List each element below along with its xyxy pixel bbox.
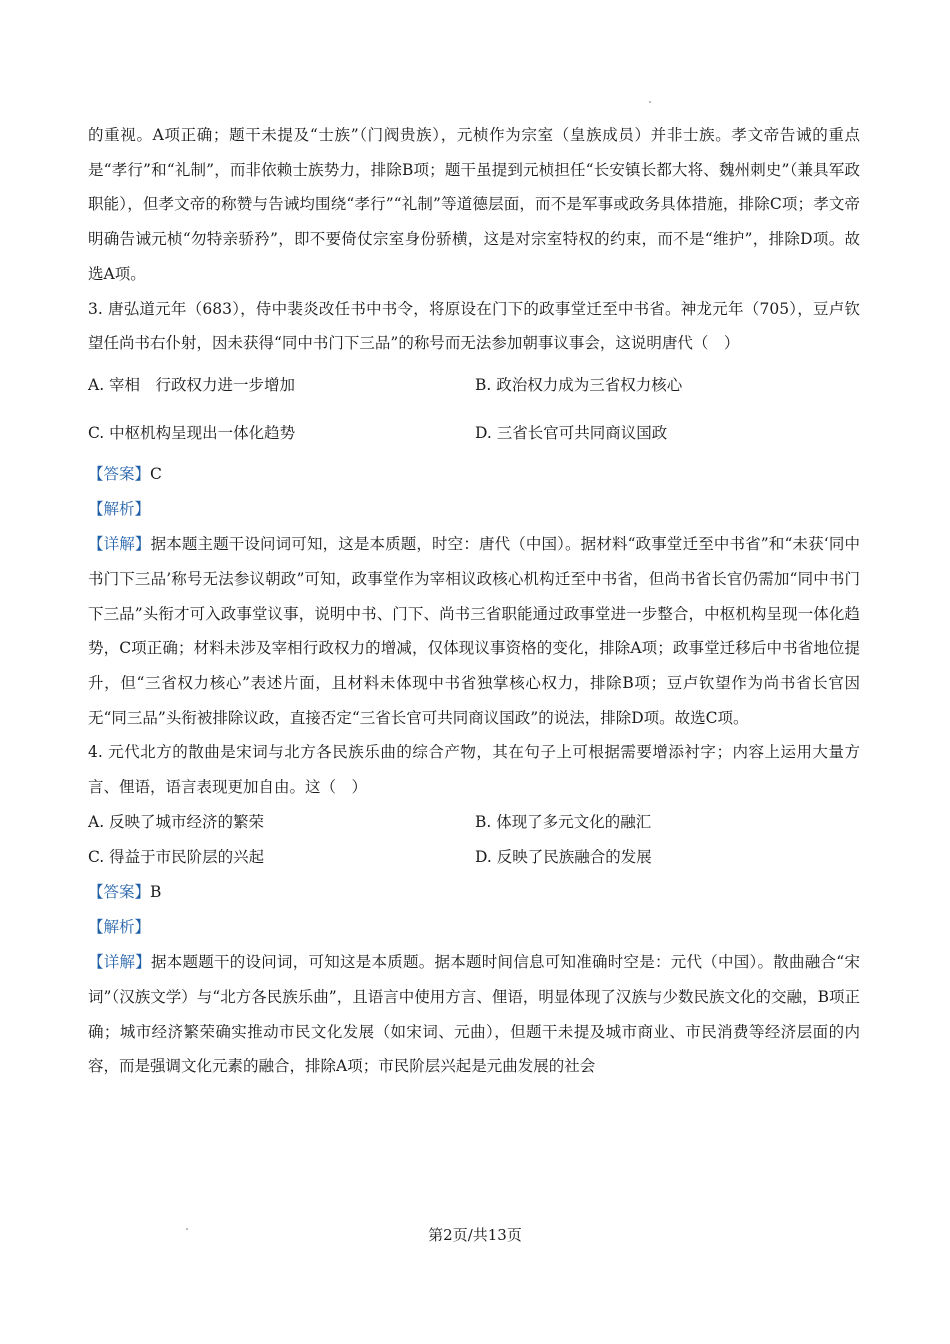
q4-answer: B xyxy=(150,882,162,901)
q4-option-c: C. 得益于市民阶层的兴起 xyxy=(88,847,265,866)
q3-detail xyxy=(88,527,860,736)
q3-analysis-tag: 【解析】 xyxy=(88,499,151,518)
q3-answer-line xyxy=(88,457,860,492)
q3-detail-text: 据本题主题干设问词可知，这是本质题，时空：唐代（中国）。据材料“政事堂迁至中书省”和“未获‘同中书门下三品’称号无法参议朝政”可知，政事堂作为宰相议政核心机构迁至中书省，但尚书省长官仍需加“同中书门下三品”头衔才可入政事堂议事，说明中书、门下、尚书三省职能通过政事堂进一步整合，中枢机构呈现一体化趋势，C项正确；材料未涉及宰相行政权力的增减，仅体现议事资格的变化，排除A项；政事堂迁移后中书省地位提升，但“三省权力核心”表述片面，且材料未体现中书省独掌核心权力，排除B项；豆卢钦望作为尚书省长官因无“同三品”头衔被排除议政，直接否定“三省长官可共同商议国政”的说法，排除D项。故选C项。 xyxy=(88,534,860,727)
q3-detail-tag: 【详解】 xyxy=(88,534,151,553)
page-number-footer: 第2页/共13页 xyxy=(428,1226,522,1244)
q4-detail-text: 据本题题干的设问词，可知这是本质题。据本题时间信息可知准确时空是：元代（中国）。散曲融合“宋词”（汉族文学）与“北方各民族乐曲”，且语言中使用方言、俚语，明显体现了汉族与少数民族文化的交融，B项正确；城市经济繁荣确实推动市民文化发展（如宋词、元曲），但题干未提及城市商业、市民消费等经济层面的内容，而是强调文化元素的融合，排除A项；市民阶层兴起是元曲发展的社会 xyxy=(88,952,860,1076)
q3-analysis-line xyxy=(88,492,860,527)
q3-option-d: D. 三省长官可共同商议国政 xyxy=(475,423,668,442)
q4-answer-line xyxy=(88,875,860,910)
q3-answer: C xyxy=(150,464,162,483)
q3-options xyxy=(88,361,860,457)
q4-analysis-tag: 【解析】 xyxy=(88,917,151,936)
q3-option-c: C. 中枢机构呈现出一体化趋势 xyxy=(88,423,296,442)
q2-analysis-continuation: 的重视。A项正确；题干未提及“士族”（门阀贵族），元桢作为宗室（皇族成员）并非士族。孝文帝告诫的重点是“孝行”和“礼制”，而非依赖士族势力，排除B项；题干虽提到元桢担任“长安镇长都大将、魏州刺史”（兼具军政职能），但孝文帝的称赞与告诫均围绕“孝行”“礼制”等道德层面，而不是军事或政务具体措施，排除C项；孝文帝明确告诫元桢“勿特亲骄矜”，即不要倚仗宗室身份骄横，这是对宗室特权的约束，而不是“维护”，排除D项。故选A项。 xyxy=(88,126,860,283)
q4-option-b: B. 体现了多元文化的融汇 xyxy=(475,812,652,831)
page-content xyxy=(88,118,860,1084)
q3-stem: 3. 唐弘道元年（683），侍中裴炎改任书中书令，将原设在门下的政事堂迁至中书省。神龙元年（705），豆卢钦望任尚书右仆射，因未获得“同中书门下三品”的称号而无法参加朝事议事会，这说明唐代（ ） xyxy=(88,299,860,353)
q4-answer-tag: 【答案】 xyxy=(88,882,151,901)
q4-detail-tag: 【详解】 xyxy=(88,952,152,971)
q3-answer-tag: 【答案】 xyxy=(88,464,151,483)
q3-option-b: B. 政治权力成为三省权力核心 xyxy=(475,375,683,394)
q4-stem: 4. 元代北方的散曲是宋词与北方各民族乐曲的综合产物，其在句子上可根据需要增添衬字；内容上运用大量方言、俚语，语言表现更加自由。这（ ） xyxy=(88,743,860,797)
q4-analysis-line xyxy=(88,910,860,945)
q4-option-a: A. 反映了城市经济的繁荣 xyxy=(88,812,265,831)
q4-options xyxy=(88,805,860,875)
q4-option-d: D. 反映了民族融合的发展 xyxy=(475,847,652,866)
q4-detail xyxy=(88,945,860,1084)
scan-speck xyxy=(649,101,651,103)
q3-option-a: A. 宰相 行政权力进一步增加 xyxy=(88,375,296,394)
